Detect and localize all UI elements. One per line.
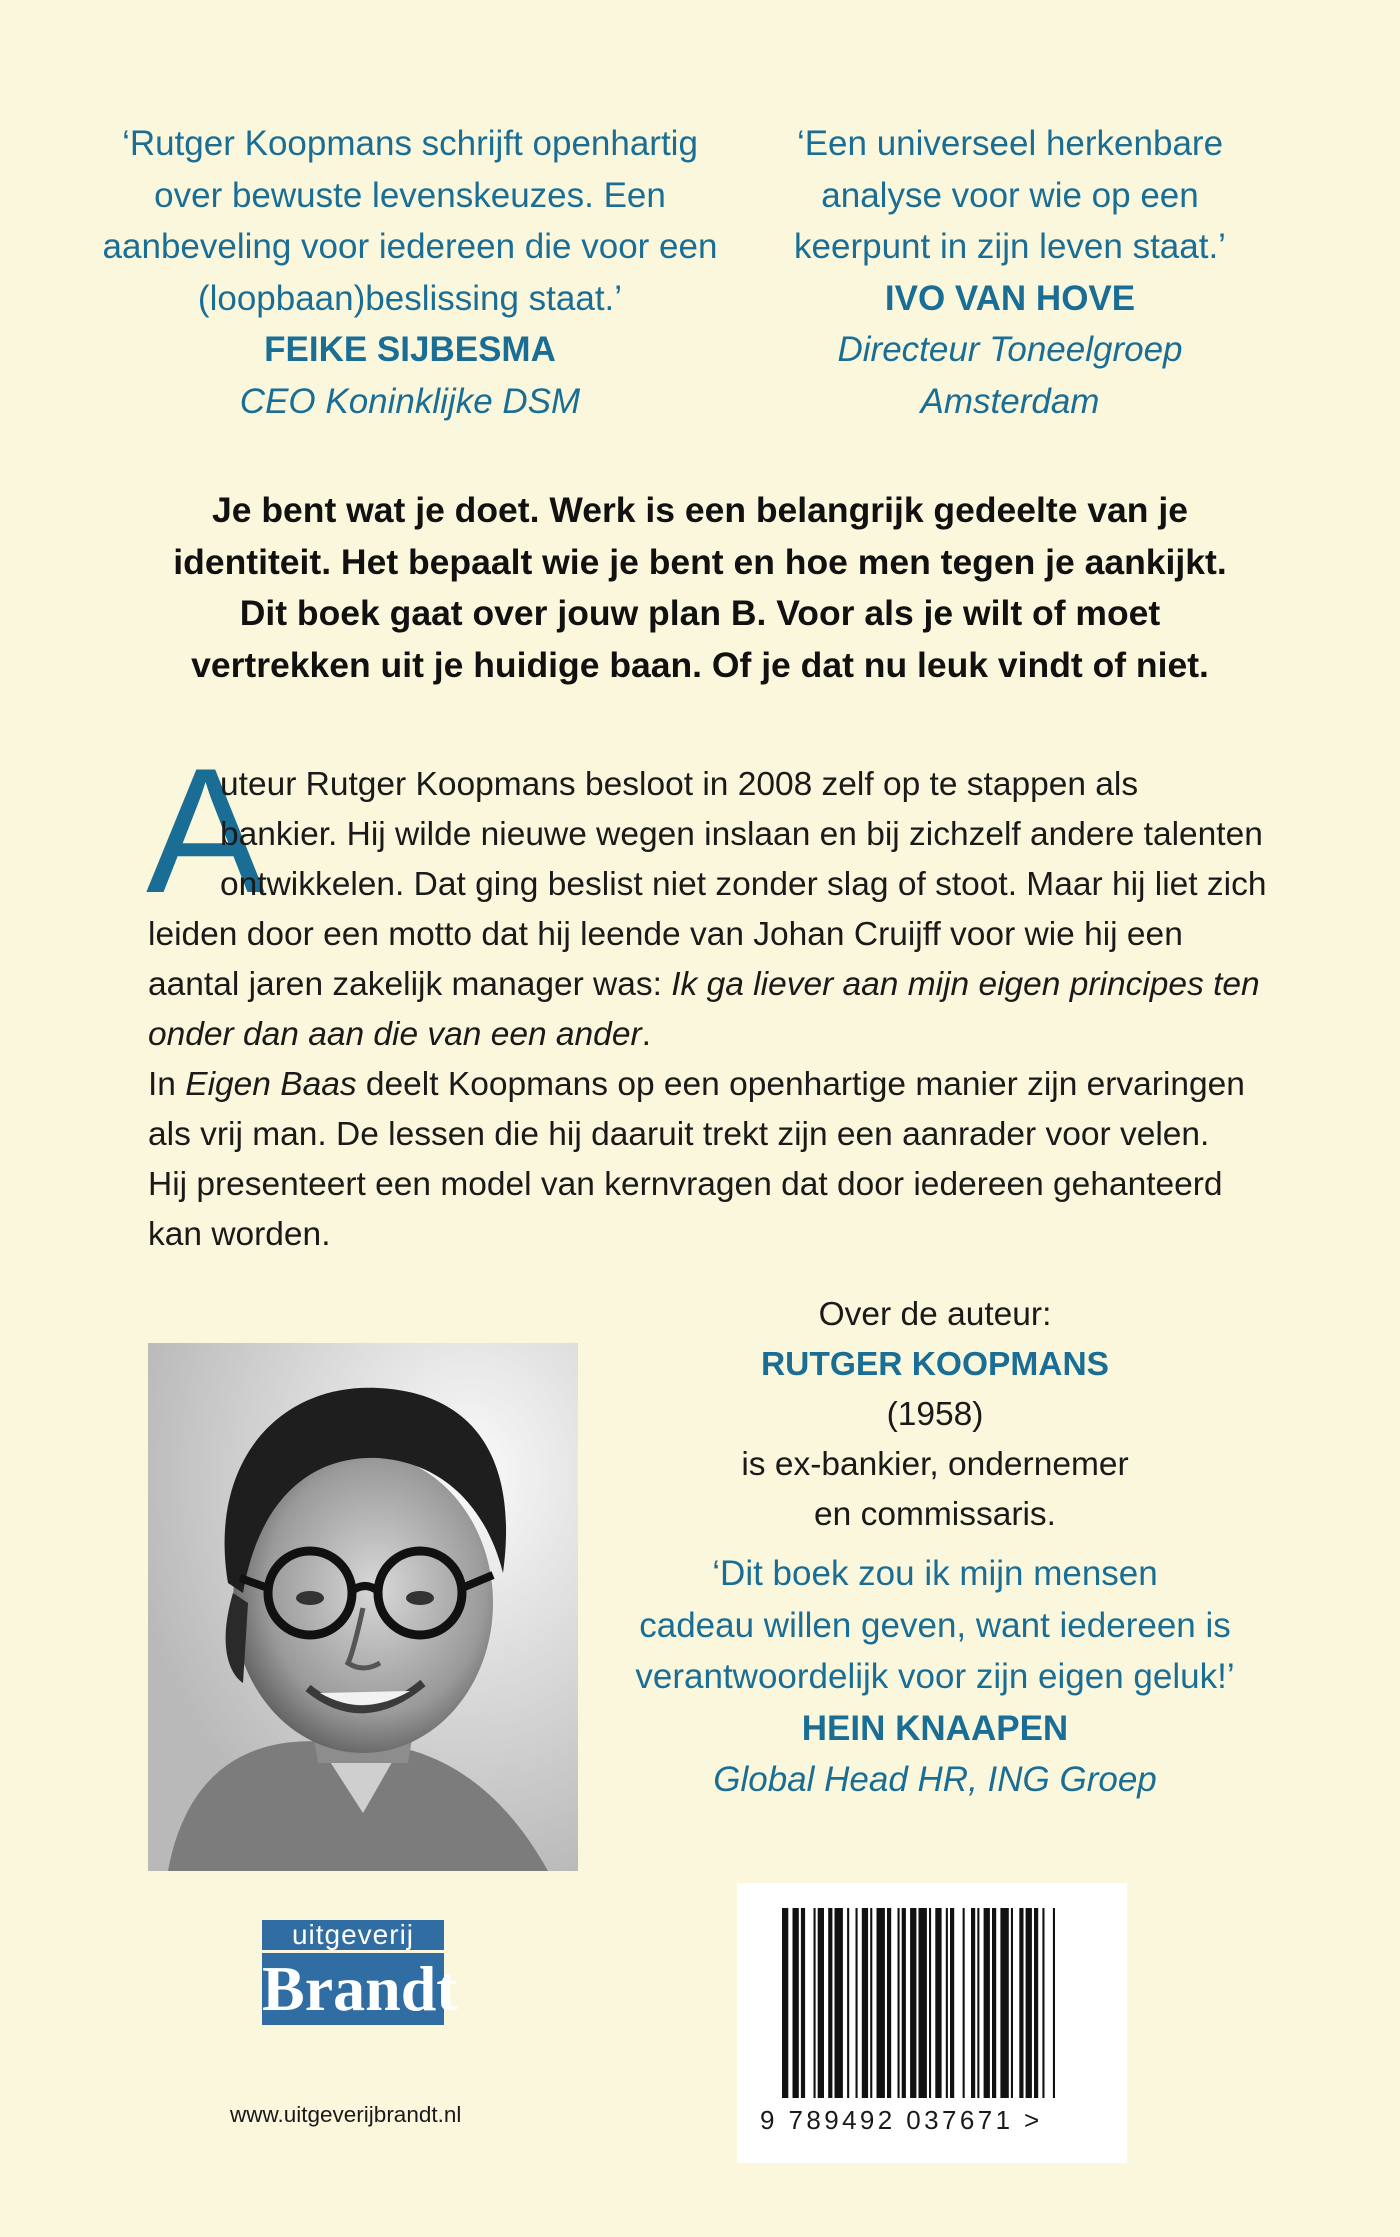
about-author bbox=[600, 1290, 1270, 1540]
body-text-plain: aantal jaren zakelijk manager was: bbox=[148, 966, 672, 1003]
body-line: uteur Rutger Koopmans besloot in 2008 zelf op te stappen als bbox=[220, 766, 1139, 803]
intro-text bbox=[100, 485, 1300, 691]
author-portrait-image bbox=[148, 1343, 578, 1871]
quote-line: aanbeveling voor iedereen die voor een bbox=[102, 227, 718, 266]
quote-author-name: IVO VAN HOVE bbox=[884, 278, 1136, 318]
body-text-plain: . bbox=[641, 1016, 651, 1053]
intro-line: Dit boek gaat over jouw plan B. Voor als je wilt of moet bbox=[239, 593, 1161, 633]
body-line: Hij presenteert een model van kernvragen dat door iedereen gehanteerd bbox=[148, 1166, 1223, 1203]
author-birth-year: (1958) bbox=[886, 1396, 984, 1433]
body-line bbox=[148, 960, 1258, 1010]
body-line: leiden door een motto dat hij leende van Johan Cruijff voor wie hij een bbox=[148, 916, 1183, 953]
quote-line: verantwoordelijk voor zijn eigen geluk!’ bbox=[635, 1657, 1235, 1696]
publisher-website: www.uitgeverijbrandt.nl bbox=[230, 2102, 462, 2127]
quote-author-role: Directeur Toneelgroep bbox=[837, 330, 1183, 369]
quote-author-name: FEIKE SIJBESMA bbox=[264, 330, 556, 369]
body-line: bankier. Hij wilde nieuwe wegen inslaan en bij zichzelf andere talenten bbox=[220, 816, 1263, 853]
quote-line: ‘Een universeel herkenbare bbox=[796, 124, 1224, 163]
barcode-bars bbox=[737, 1883, 1127, 2103]
quote-line: over bewuste levenskeuzes. Een bbox=[154, 175, 666, 215]
author-name: RUTGER KOOPMANS bbox=[760, 1346, 1110, 1383]
body-text-plain: In bbox=[148, 1066, 186, 1103]
body-text bbox=[146, 731, 1267, 1260]
author-bio-line: en commissaris. bbox=[814, 1496, 1056, 1533]
author-photo bbox=[148, 1343, 578, 1871]
body-text-plain: deelt Koopmans op een openhartige manier zijn ervaringen bbox=[356, 1066, 1245, 1103]
quote-line: cadeau willen geven, want iedereen is bbox=[639, 1605, 1231, 1645]
publisher-logo-top: uitgeverij bbox=[262, 1920, 444, 1950]
quote-line: analyse voor wie op een bbox=[821, 175, 1199, 215]
quote-author-role: CEO Koninklijke DSM bbox=[239, 381, 581, 421]
body-line bbox=[148, 1010, 1258, 1060]
body-text-italic: Ik ga liever aan mijn eigen principes ten bbox=[671, 966, 1260, 1003]
quote-feike-sijbesma bbox=[80, 118, 740, 427]
quote-ivo-van-hove bbox=[700, 118, 1320, 427]
quote-line: ‘Dit boek zou ik mijn mensen bbox=[712, 1554, 1158, 1593]
body-text-italic: onder dan aan die van een ander bbox=[148, 1016, 642, 1053]
drop-cap: A bbox=[146, 731, 265, 930]
body-line: kan worden. bbox=[148, 1216, 331, 1253]
quote-line: ‘Rutger Koopmans schrijft openhartig bbox=[122, 124, 698, 163]
body-line: als vrij man. De lessen die hij daaruit trekt zijn een aanrader voor velen. bbox=[148, 1116, 1210, 1153]
quote-author-name: HEIN KNAAPEN bbox=[801, 1708, 1069, 1748]
quote-line: (loopbaan)beslissing staat.’ bbox=[197, 278, 623, 318]
about-author-heading: Over de auteur: bbox=[818, 1296, 1052, 1333]
quote-hein-knaapen bbox=[600, 1548, 1270, 1806]
quote-author-role: Global Head HR, ING Groep bbox=[713, 1760, 1157, 1799]
intro-line: vertrekken uit je huidige baan. Of je dat nu leuk vindt of niet. bbox=[191, 644, 1209, 685]
author-bio-line: is ex-bankier, ondernemer bbox=[741, 1446, 1129, 1483]
body-line: ontwikkelen. Dat ging beslist niet zonder slag of stoot. Maar hij liet zich bbox=[220, 866, 1267, 903]
author-name-line bbox=[600, 1340, 1270, 1440]
intro-line: identiteit. Het bepaalt wie je bent en hoe men tegen je aankijkt. bbox=[173, 541, 1227, 582]
intro-line: Je bent wat je doet. Werk is een belangrijk gedeelte van je bbox=[212, 490, 1188, 530]
quote-author-role: Amsterdam bbox=[920, 381, 1100, 421]
book-title: Eigen Baas bbox=[185, 1066, 357, 1103]
body-line bbox=[148, 1060, 1258, 1110]
publisher-logo-main: Brandt bbox=[262, 1953, 458, 2024]
isbn-number: 9 789492 037671 > bbox=[760, 2105, 1043, 2135]
quote-line: keerpunt in zijn leven staat.’ bbox=[794, 227, 1226, 266]
